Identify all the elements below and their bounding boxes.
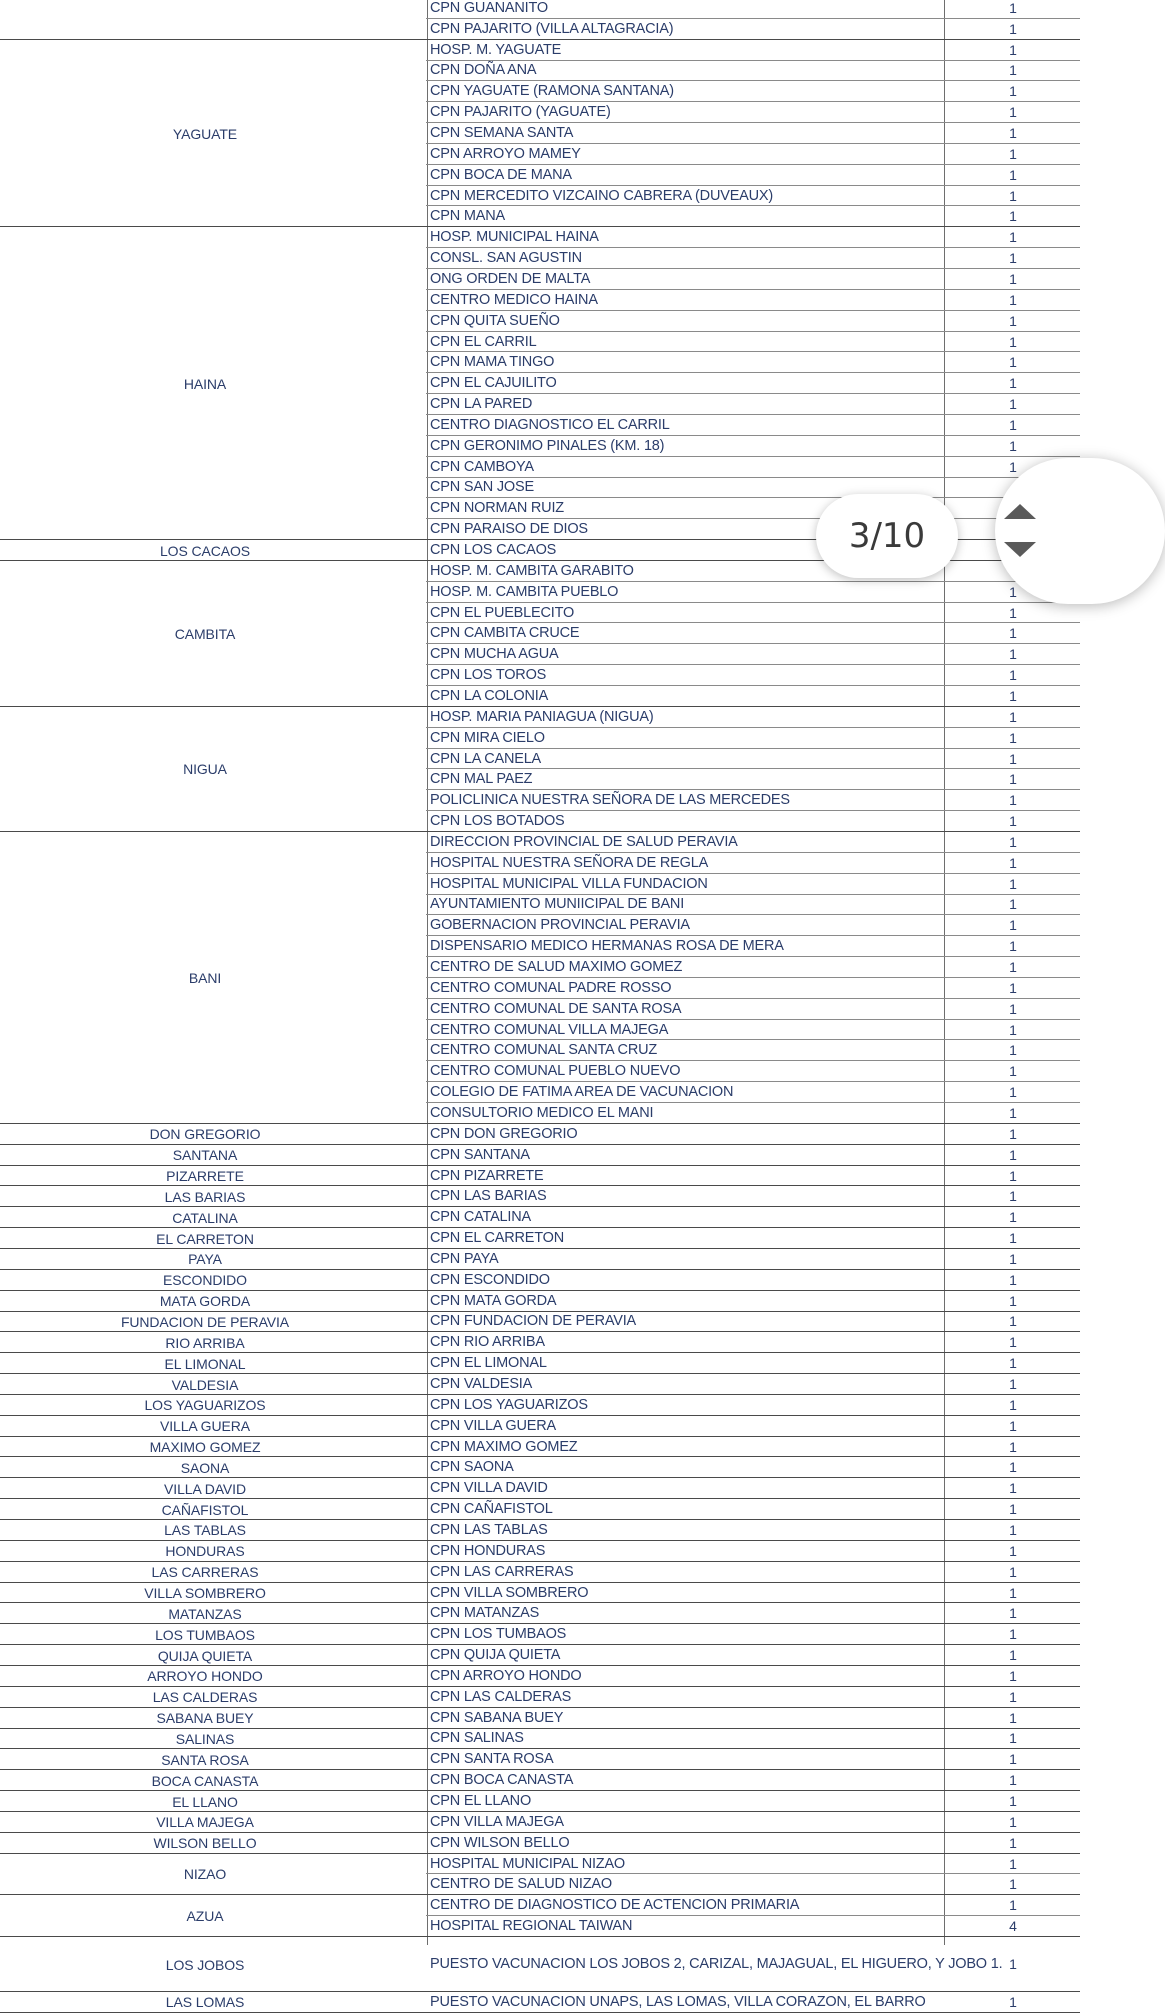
count-cell: 1: [1009, 187, 1017, 204]
count-cell: 1: [1009, 166, 1017, 183]
municipality-label: VILLA GUERA: [160, 1418, 250, 1435]
municipality-label: LOS YAGUARIZOS: [144, 1397, 266, 1414]
municipality-label: NIGUA: [183, 761, 227, 778]
municipality-cell: [0, 227, 410, 540]
count-cell: 1: [1009, 687, 1017, 704]
site-name-cell: HOSP. MARIA PANIAGUA (NIGUA): [430, 708, 654, 725]
site-name-cell: CPN PIZARRETE: [430, 1167, 544, 1184]
municipality-label: MATA GORDA: [159, 1293, 251, 1310]
municipality-label: EL LIMONAL: [164, 1355, 246, 1372]
site-name-cell: HOSPITAL REGIONAL TAIWAN: [430, 1918, 633, 1935]
count-cell: 1: [1009, 625, 1017, 642]
count-cell: 1: [1009, 270, 1017, 287]
site-name-cell: PUESTO VACUNACION LOS JOBOS 2, CARIZAL, MAJAGUAL, EL HIGUERO, Y JOBO 1.: [430, 1956, 1003, 1973]
count-cell: 1: [1009, 1230, 1017, 1247]
count-cell: 1: [1009, 1813, 1017, 1830]
count-cell: 1: [1009, 1688, 1017, 1705]
municipality-cell: [0, 1583, 410, 1604]
municipality-label: SANTA ROSA: [161, 1751, 249, 1768]
count-cell: 1: [1009, 1355, 1017, 1372]
municipality-cell: [0, 1687, 410, 1708]
site-name-cell: CPN LOS YAGUARIZOS: [430, 1396, 588, 1413]
site-name-cell: CPN HONDURAS: [430, 1542, 546, 1559]
site-name-cell: CPN SANTA ROSA: [430, 1751, 554, 1768]
count-cell: 1: [1009, 1209, 1017, 1226]
municipality-label: HONDURAS: [165, 1543, 245, 1560]
count-cell: 1: [1009, 20, 1017, 37]
municipality-label: LOS TUMBAOS: [155, 1626, 255, 1643]
municipality-cell: [0, 1353, 410, 1374]
count-cell: 1: [1009, 979, 1017, 996]
count-cell: 1: [1009, 854, 1017, 871]
site-name-cell: PUESTO VACUNACION UNAPS, LAS LOMAS, VILLA CORAZON, EL BARRO: [430, 1993, 926, 2010]
site-name-cell: HOSP. M. CAMBITA PUEBLO: [430, 583, 619, 600]
municipality-label: YAGUATE: [172, 125, 238, 142]
count-cell: 1: [1009, 1313, 1017, 1330]
municipality-cell: [0, 1499, 410, 1520]
count-cell: 1: [1009, 1334, 1017, 1351]
count-cell: 1: [1009, 667, 1017, 684]
count-cell: 1: [1009, 771, 1017, 788]
site-name-cell: CPN LA COLONIA: [430, 687, 549, 704]
site-name-cell: CPN WILSON BELLO: [430, 1834, 570, 1851]
count-cell: 1: [1009, 1501, 1017, 1518]
municipality-label: CAMBITA: [174, 625, 236, 642]
site-name-cell: AYUNTAMIENTO MUNIICIPAL DE BANI: [430, 896, 685, 913]
site-name-cell: CPN SEMANA SANTA: [430, 125, 574, 142]
site-name-cell: CPN DON GREGORIO: [430, 1125, 578, 1142]
count-cell: 1: [1009, 1751, 1017, 1768]
site-name-cell: CPN DOÑA ANA: [430, 62, 537, 79]
site-name-cell: CPN MIRA CIELO: [430, 729, 545, 746]
municipality-cell: [0, 1937, 410, 1992]
municipality-label: SALINAS: [175, 1730, 235, 1747]
municipality-label: LAS CALDERAS: [152, 1689, 258, 1706]
site-name-cell: CPN LAS CALDERAS: [430, 1688, 572, 1705]
count-cell: 1: [1009, 83, 1017, 100]
municipality-cell: [0, 1270, 410, 1291]
site-name-cell: CENTRO COMUNAL VILLA MAJEGA: [430, 1021, 669, 1038]
site-name-cell: CENTRO DE SALUD MAXIMO GOMEZ: [430, 959, 683, 976]
municipality-cell: [0, 540, 410, 561]
site-name-cell: CPN EL PUEBLECITO: [430, 604, 575, 621]
municipality-cell: [0, 1374, 410, 1395]
municipality-label: DON GREGORIO: [149, 1126, 261, 1143]
count-cell: 1: [1009, 1772, 1017, 1789]
site-name-cell: CPN PAJARITO (VILLA ALTAGRACIA): [430, 20, 674, 37]
site-name-cell: CPN NORMAN RUIZ: [430, 500, 564, 517]
count-cell: 1: [1009, 354, 1017, 371]
site-name-cell: CPN BOCA DE MANA: [430, 166, 572, 183]
count-cell: 1: [1009, 1730, 1017, 1747]
site-name-cell: CENTRO COMUNAL PUEBLO NUEVO: [430, 1063, 681, 1080]
municipality-label: VALDESIA: [171, 1376, 239, 1393]
page-indicator: [816, 494, 958, 578]
municipality-label: AZUA: [186, 1908, 224, 1925]
count-cell: 1: [1009, 896, 1017, 913]
count-cell: 1: [1009, 458, 1017, 475]
municipality-label: PAYA: [188, 1251, 222, 1268]
count-cell: 1: [1009, 1084, 1017, 1101]
count-cell: 1: [1009, 1104, 1017, 1121]
site-name-cell: CENTRO COMUNAL PADRE ROSSO: [430, 979, 672, 996]
municipality-label: SABANA BUEY: [156, 1710, 254, 1727]
count-cell: 1: [1009, 416, 1017, 433]
site-name-cell: CPN GUANANITO: [430, 0, 548, 16]
municipality-label: ESCONDIDO: [163, 1272, 247, 1289]
municipality-label: MAXIMO GOMEZ: [149, 1439, 261, 1456]
site-name-cell: HOSP. MUNICIPAL HAINA: [430, 229, 599, 246]
site-name-cell: CPN BOCA CANASTA: [430, 1772, 574, 1789]
municipality-cell: [0, 1207, 410, 1228]
count-cell: 1: [1009, 396, 1017, 413]
site-name-cell: CPN ARROYO HONDO: [430, 1667, 582, 1684]
site-name-cell: HOSP. M. YAGUATE: [430, 41, 562, 58]
count-cell: 1: [1009, 1021, 1017, 1038]
municipality-label: EL LLANO: [172, 1793, 238, 1810]
site-name-cell: CPN LA PARED: [430, 396, 533, 413]
count-cell: 1: [1009, 145, 1017, 162]
municipality-cell: [0, 1228, 410, 1249]
count-cell: 1: [1009, 1647, 1017, 1664]
site-name-cell: HOSPITAL NUESTRA SEÑORA DE REGLA: [430, 854, 709, 871]
municipality-cell: [0, 1624, 410, 1645]
site-name-cell: CPN PARAISO DE DIOS: [430, 521, 588, 538]
municipality-cell: [0, 1895, 410, 1937]
municipality-label: SANTANA: [172, 1147, 238, 1164]
site-name-cell: CPN CAMBITA CRUCE: [430, 625, 580, 642]
municipality-label: CATALINA: [172, 1209, 238, 1226]
site-name-cell: CPN VALDESIA: [430, 1376, 533, 1393]
site-name-cell: HOSP. M. CAMBITA GARABITO: [430, 562, 634, 579]
municipality-cell: [0, 1812, 410, 1833]
count-cell: 1: [1009, 583, 1017, 600]
site-name-cell: CONSL. SAN AGUSTIN: [430, 250, 582, 267]
count-cell: 1: [1009, 1188, 1017, 1205]
count-cell: 4: [1009, 1918, 1017, 1935]
site-name-cell: CPN EL LIMONAL: [430, 1355, 547, 1372]
site-name-cell: CPN CATALINA: [430, 1209, 531, 1226]
municipality-label: ARROYO HONDO: [147, 1668, 263, 1685]
count-cell: 1: [1009, 1438, 1017, 1455]
count-cell: 1: [1009, 1897, 1017, 1914]
site-name-cell: CPN MAL PAEZ: [430, 771, 533, 788]
count-cell: 1: [1009, 1146, 1017, 1163]
municipality-label: LAS TABLAS: [164, 1522, 246, 1539]
count-cell: 1: [1009, 1563, 1017, 1580]
site-name-cell: CPN QUITA SUEÑO: [430, 312, 560, 329]
site-name-cell: CPN LOS CACAOS: [430, 542, 557, 559]
municipality-cell: [0, 1145, 410, 1166]
count-cell: 1: [1009, 437, 1017, 454]
municipality-cell: [0, 1166, 410, 1187]
site-name-cell: CPN FUNDACION DE PERAVIA: [430, 1313, 637, 1330]
count-cell: 1: [1009, 708, 1017, 725]
site-name-cell: CPN MUCHA AGUA: [430, 646, 559, 663]
site-name-cell: CPN LAS TABLAS: [430, 1521, 548, 1538]
count-cell: 1: [1009, 1250, 1017, 1267]
site-name-cell: HOSPITAL MUNICIPAL VILLA FUNDACION: [430, 875, 708, 892]
triangle-down-icon[interactable]: [1004, 542, 1036, 557]
count-cell: 1: [1009, 1271, 1017, 1288]
site-name-cell: CENTRO COMUNAL SANTA CRUZ: [430, 1042, 658, 1059]
site-name-cell: CENTRO MEDICO HAINA: [430, 291, 598, 308]
count-cell: 1: [1009, 1834, 1017, 1851]
municipality-cell: [0, 1291, 410, 1312]
municipality-cell: [0, 1416, 410, 1437]
municipality-cell: [0, 1666, 410, 1687]
municipality-cell: [0, 1437, 410, 1458]
count-cell: 1: [1009, 1876, 1017, 1893]
site-name-cell: CPN ARROYO MAMEY: [430, 145, 581, 162]
site-name-cell: CPN MAXIMO GOMEZ: [430, 1438, 578, 1455]
municipality-label: MATANZAS: [168, 1605, 242, 1622]
site-name-cell: CPN VILLA GUERA: [430, 1417, 556, 1434]
site-name-cell: CPN SABANA BUEY: [430, 1709, 564, 1726]
site-name-cell: CPN LAS BARIAS: [430, 1188, 547, 1205]
count-cell: 1: [1009, 1480, 1017, 1497]
site-name-cell: CENTRO DE SALUD NIZAO: [430, 1876, 612, 1893]
municipality-label: CAÑAFISTOL: [161, 1501, 249, 1518]
municipality-cell: [0, 1541, 410, 1562]
count-cell: 1: [1009, 646, 1017, 663]
count-cell: 1: [1009, 813, 1017, 830]
count-cell: 1: [1009, 1459, 1017, 1476]
count-cell: 1: [1009, 1626, 1017, 1643]
municipality-cell: [0, 1249, 410, 1270]
municipality-label: VILLA DAVID: [164, 1480, 246, 1497]
municipality-label: VILLA MAJEGA: [156, 1814, 254, 1831]
municipality-cell: [0, 40, 410, 228]
count-cell: 1: [1009, 1605, 1017, 1622]
page-scroll-control[interactable]: [995, 458, 1165, 604]
site-name-cell: CPN MERCEDITO VIZCAINO CABRERA (DUVEAUX): [430, 187, 774, 204]
municipality-cell: [0, 0, 410, 40]
site-name-cell: CPN PAJARITO (YAGUATE): [430, 104, 611, 121]
municipality-label: BOCA CANASTA: [151, 1772, 259, 1789]
site-name-cell: CPN MANA: [430, 208, 505, 225]
site-name-cell: ONG ORDEN DE MALTA: [430, 270, 591, 287]
site-name-cell: HOSPITAL MUNICIPAL NIZAO: [430, 1855, 626, 1872]
count-cell: 1: [1009, 1376, 1017, 1393]
municipality-label: NIZAO: [183, 1866, 227, 1883]
count-cell: 1: [1009, 1063, 1017, 1080]
site-name-cell: CPN MAMA TINGO: [430, 354, 555, 371]
site-name-cell: DISPENSARIO MEDICO HERMANAS ROSA DE MERA: [430, 938, 784, 955]
count-cell: 1: [1009, 229, 1017, 246]
municipality-cell: [0, 1833, 410, 1854]
site-name-cell: CPN MATA GORDA: [430, 1292, 557, 1309]
count-cell: 1: [1009, 208, 1017, 225]
municipality-cell: [0, 1603, 410, 1624]
municipality-cell: [0, 1708, 410, 1729]
count-cell: 1: [1009, 833, 1017, 850]
count-cell: 1: [1009, 1417, 1017, 1434]
site-name-cell: CPN LA CANELA: [430, 750, 542, 767]
site-name-cell: DIRECCION PROVINCIAL DE SALUD PERAVIA: [430, 833, 738, 850]
site-name-cell: CPN EL LLANO: [430, 1793, 532, 1810]
municipality-label: WILSON BELLO: [153, 1835, 257, 1852]
count-cell: 1: [1009, 125, 1017, 142]
municipality-cell: [0, 1478, 410, 1499]
count-cell: 1: [1009, 1292, 1017, 1309]
municipality-cell: [0, 1332, 410, 1353]
site-name-cell: CPN VILLA DAVID: [430, 1480, 548, 1497]
count-cell: 1: [1009, 1521, 1017, 1538]
count-cell: 1: [1009, 104, 1017, 121]
count-cell: 1: [1009, 41, 1017, 58]
site-name-cell: CENTRO DIAGNOSTICO EL CARRIL: [430, 416, 670, 433]
municipality-label: SAONA: [180, 1459, 230, 1476]
count-cell: 1: [1009, 959, 1017, 976]
site-name-cell: POLICLINICA NUESTRA SEÑORA DE LAS MERCEDES: [430, 792, 790, 809]
count-cell: 1: [1009, 250, 1017, 267]
site-name-cell: CPN VILLA SOMBRERO: [430, 1584, 589, 1601]
site-name-cell: COLEGIO DE FATIMA AREA DE VACUNACION: [430, 1084, 734, 1101]
site-name-cell: CPN LOS BOTADOS: [430, 813, 565, 830]
site-name-cell: CPN SANTANA: [430, 1146, 530, 1163]
count-cell: 1: [1009, 1396, 1017, 1413]
site-name-cell: CPN LOS TOROS: [430, 667, 547, 684]
count-cell: 1: [1009, 1956, 1017, 1973]
count-cell: 1: [1009, 62, 1017, 79]
site-name-cell: CPN CAMBOYA: [430, 458, 534, 475]
municipality-label: LAS CARRERAS: [151, 1564, 259, 1581]
municipality-cell: [0, 1395, 410, 1416]
count-cell: 1: [1009, 938, 1017, 955]
count-cell: 1: [1009, 750, 1017, 767]
site-name-cell: CPN QUIJA QUIETA: [430, 1647, 561, 1664]
site-name-cell: CPN PAYA: [430, 1250, 499, 1267]
count-cell: 1: [1009, 875, 1017, 892]
site-name-cell: CPN SAONA: [430, 1459, 514, 1476]
municipality-label: EL CARRETON: [156, 1230, 254, 1247]
site-name-cell: CPN EL CARRIL: [430, 333, 537, 350]
count-cell: 1: [1009, 1793, 1017, 1810]
site-name-cell: CPN LAS CARRERAS: [430, 1563, 574, 1580]
municipality-label: PIZARRETE: [166, 1168, 244, 1185]
municipality-cell: [0, 1770, 410, 1791]
count-cell: 1: [1009, 1993, 1017, 2010]
municipality-cell: [0, 1992, 410, 2013]
site-name-cell: CPN GERONIMO PINALES (KM. 18): [430, 437, 665, 454]
municipality-label: FUNDACION DE PERAVIA: [120, 1313, 290, 1330]
site-name-cell: GOBERNACION PROVINCIAL PERAVIA: [430, 917, 690, 934]
count-cell: 1: [1009, 1855, 1017, 1872]
site-name-cell: CPN CAÑAFISTOL: [430, 1501, 553, 1518]
municipality-label: BANI: [188, 969, 222, 986]
count-cell: 1: [1009, 375, 1017, 392]
count-cell: 1: [1009, 1000, 1017, 1017]
site-name-cell: CENTRO COMUNAL DE SANTA ROSA: [430, 1000, 682, 1017]
site-name-cell: CPN EL CARRETON: [430, 1230, 564, 1247]
municipality-cell: [0, 1562, 410, 1583]
count-cell: 1: [1009, 604, 1017, 621]
municipality-label: LAS LOMAS: [165, 1994, 245, 2011]
count-cell: 1: [1009, 333, 1017, 350]
municipality-cell: [0, 707, 410, 832]
site-name-cell: CPN SALINAS: [430, 1730, 524, 1747]
count-cell: 1: [1009, 1167, 1017, 1184]
municipality-label: LOS JOBOS: [165, 1956, 245, 1973]
count-cell: 1: [1009, 291, 1017, 308]
municipality-cell: [0, 1458, 410, 1479]
municipality-label: LAS BARIAS: [164, 1188, 246, 1205]
site-name-cell: CONSULTORIO MEDICO EL MANI: [430, 1104, 654, 1121]
site-name-cell: CPN EL CAJUILITO: [430, 375, 557, 392]
count-cell: 1: [1009, 1542, 1017, 1559]
municipality-cell: [0, 1124, 410, 1145]
site-name-cell: CPN LOS TUMBAOS: [430, 1626, 567, 1643]
page-indicator-label: 3/10: [848, 516, 926, 556]
triangle-up-icon[interactable]: [1004, 504, 1036, 519]
site-name-cell: CPN VILLA MAJEGA: [430, 1813, 564, 1830]
count-cell: 1: [1009, 312, 1017, 329]
municipality-label: QUIJA QUIETA: [157, 1647, 253, 1664]
site-name-cell: CPN MATANZAS: [430, 1605, 540, 1622]
municipality-cell: [0, 1312, 410, 1333]
municipality-cell: [0, 1186, 410, 1207]
count-cell: 1: [1009, 729, 1017, 746]
site-name-cell: CENTRO DE DIAGNOSTICO DE ACTENCION PRIMARIA: [430, 1897, 800, 1914]
municipality-cell: [0, 1729, 410, 1750]
municipality-cell: [0, 1749, 410, 1770]
site-name-cell: CPN SAN JOSE: [430, 479, 534, 496]
municipality-cell: [0, 561, 410, 707]
municipality-label: RIO ARRIBA: [165, 1334, 245, 1351]
count-cell: 1: [1009, 1667, 1017, 1684]
site-name-cell: CPN ESCONDIDO: [430, 1271, 550, 1288]
site-name-cell: CPN YAGUATE (RAMONA SANTANA): [430, 83, 674, 100]
count-cell: 1: [1009, 1042, 1017, 1059]
site-name-cell: CPN RIO ARRIBA: [430, 1334, 545, 1351]
count-cell: 1: [1009, 1125, 1017, 1142]
municipality-cell: [0, 1645, 410, 1666]
municipality-cell: [0, 1854, 410, 1896]
count-cell: 1: [1009, 0, 1017, 16]
count-cell: 1: [1009, 917, 1017, 934]
municipality-cell: [0, 1520, 410, 1541]
count-cell: 1: [1009, 1709, 1017, 1726]
municipality-cell: [0, 1791, 410, 1812]
count-cell: 1: [1009, 792, 1017, 809]
municipality-label: LOS CACAOS: [159, 542, 251, 559]
municipality-label: VILLA SOMBRERO: [144, 1585, 266, 1602]
municipality-label: HAINA: [183, 375, 227, 392]
count-cell: 1: [1009, 1584, 1017, 1601]
municipality-cell: [0, 832, 410, 1124]
